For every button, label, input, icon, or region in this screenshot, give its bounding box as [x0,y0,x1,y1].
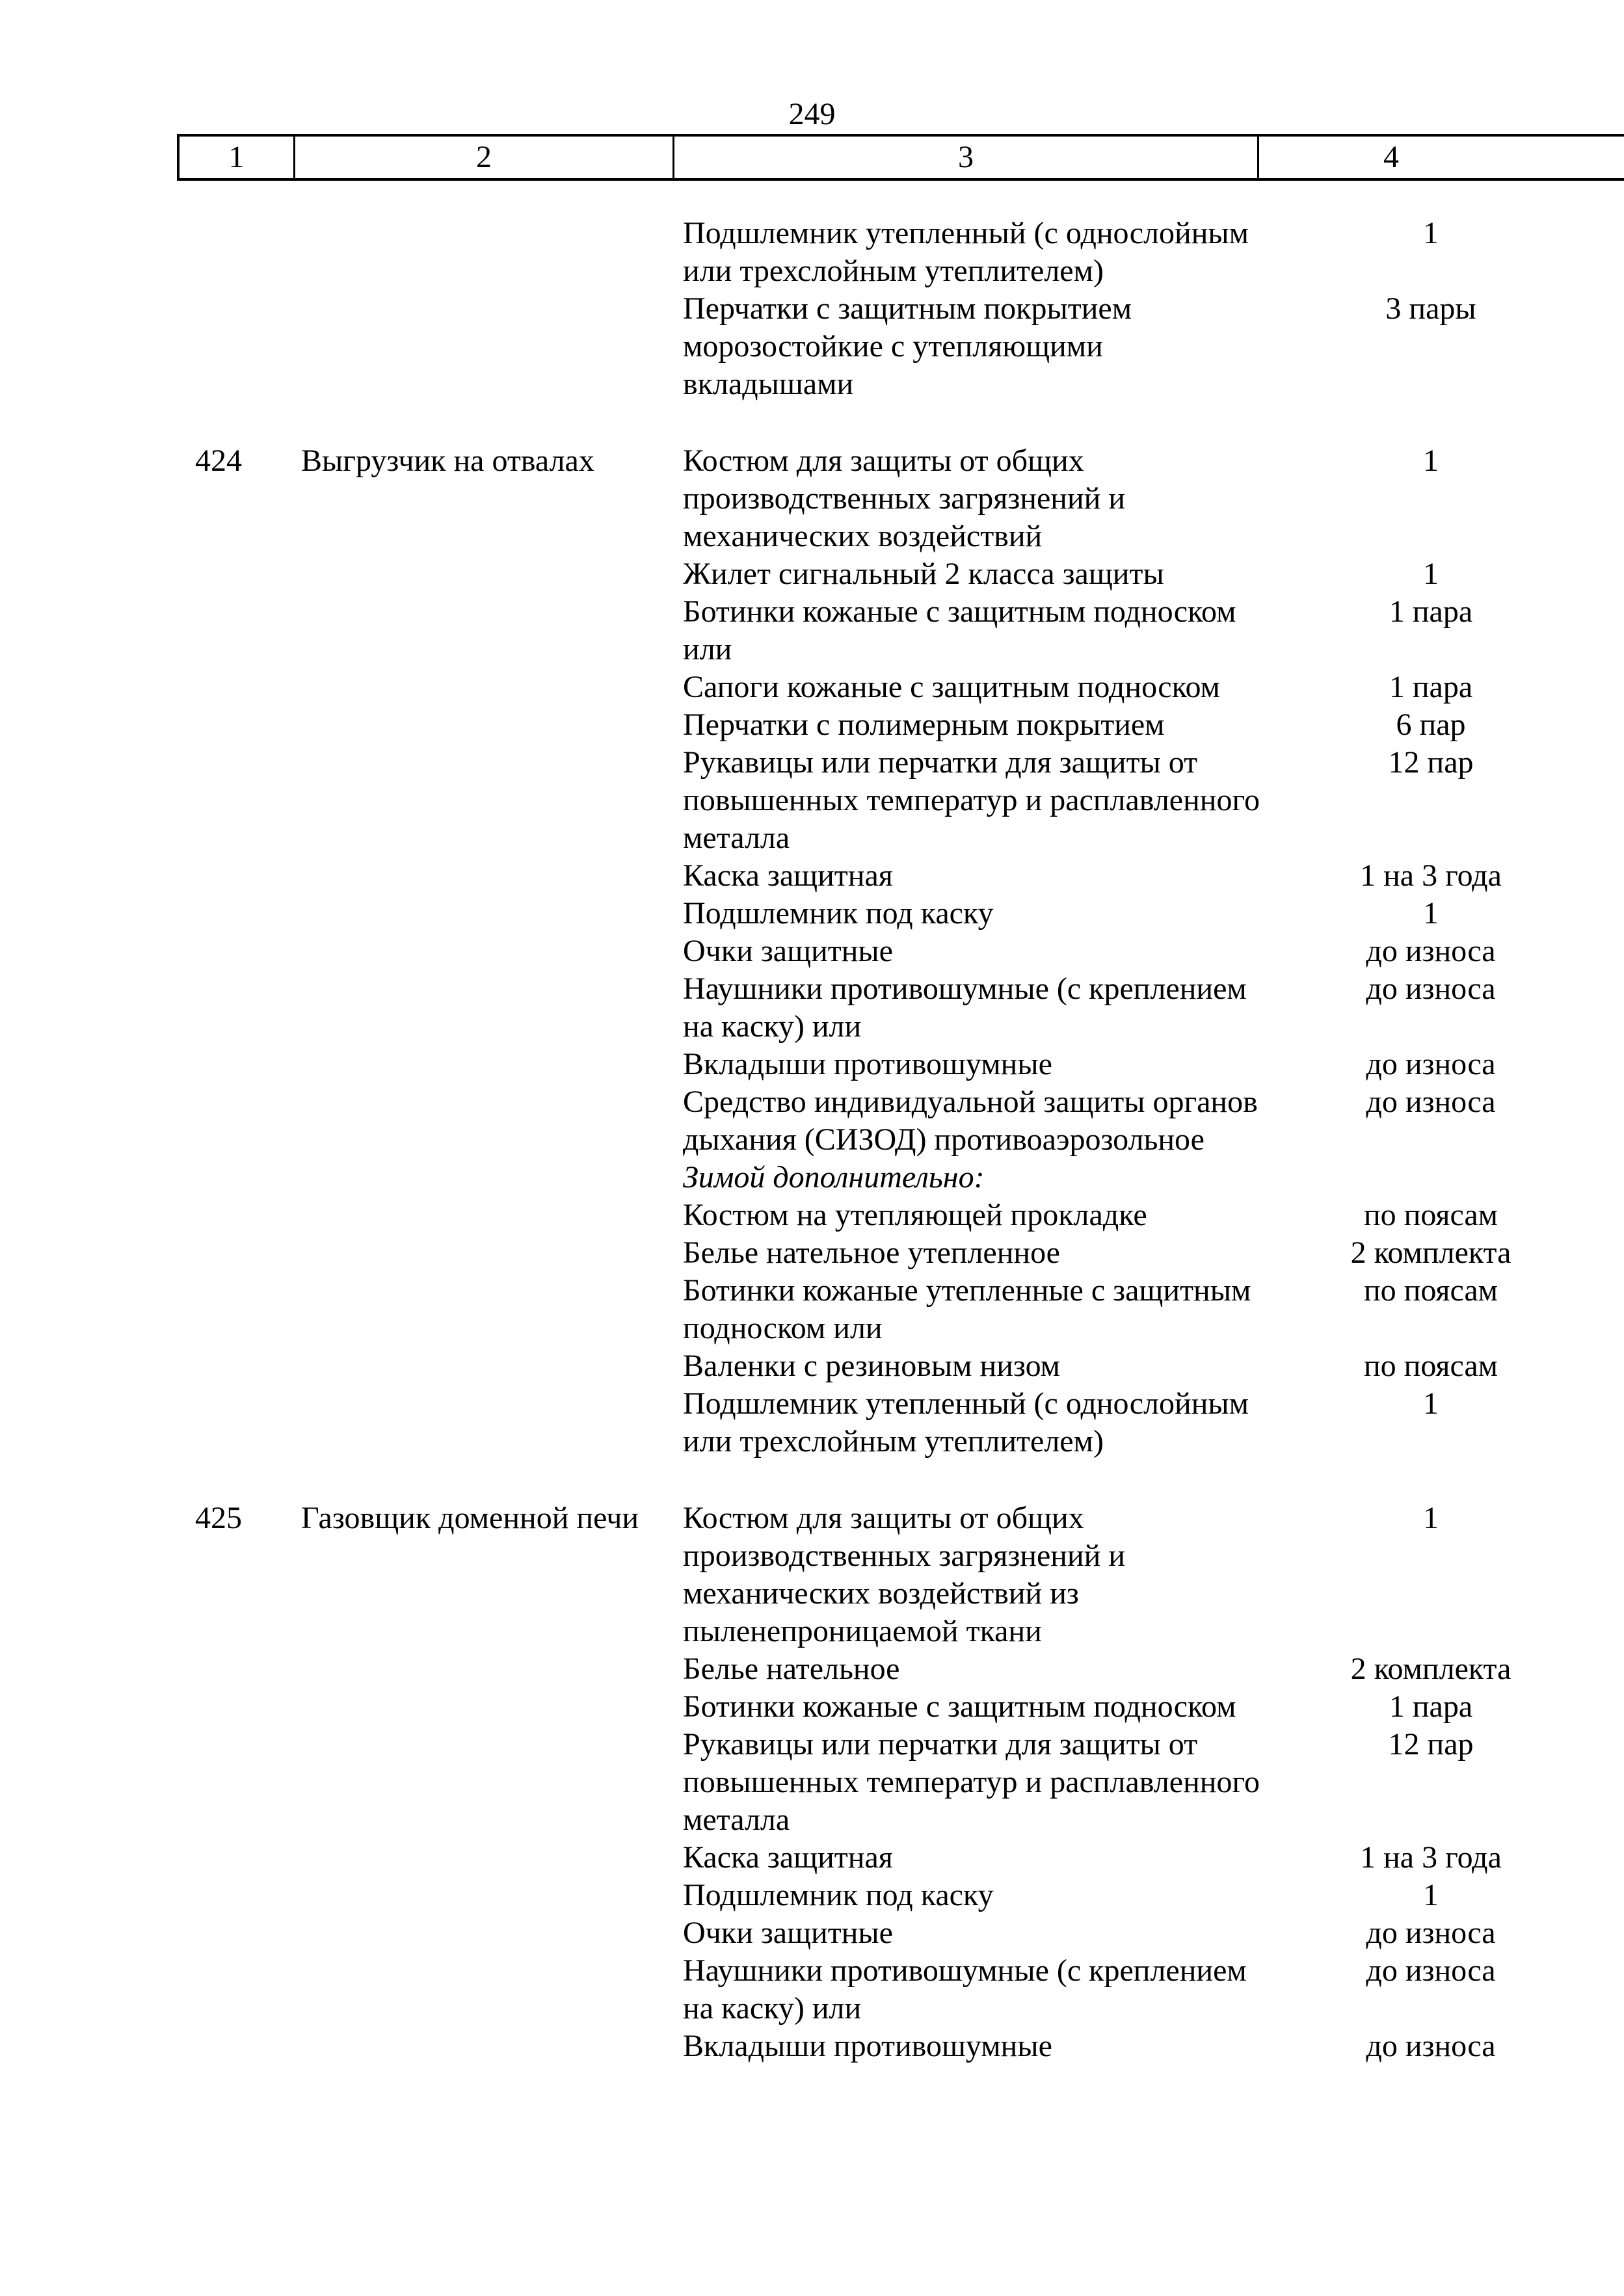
item-name: Вкладыши противошумные [683,2029,1052,2063]
table-row [0,1347,1624,1385]
table-row [0,2027,1624,2065]
table-row [0,1159,1624,1196]
table-row [0,1914,1624,1952]
table-row [0,932,1624,970]
item-quantity: до износа [1366,1953,1496,1988]
item-name: Наушники противошумные (с креплением на каску) или [683,971,1247,1044]
header-col-1: 1 [228,140,245,174]
profession-name: Газовщик доменной печи [301,1501,639,1535]
table-row [0,1952,1624,2027]
entry-number: 425 [195,1501,242,1535]
item-quantity: 1 [1423,896,1439,930]
table-row [0,744,1624,857]
item-name: Костюм для защиты от общих производственных загрязнений и механических воздействий из пыленепроницаемой ткани [683,1501,1126,1648]
profession-name: Выгрузчик на отвалах [301,443,594,478]
table-row [0,1234,1624,1272]
item-name: Белье нательное [683,1652,900,1686]
table-row [0,668,1624,706]
table-row [0,895,1624,932]
table-row [0,442,1624,555]
table-row [0,1272,1624,1347]
item-name: Рукавицы или перчатки для защиты от повышенных температур и расплавленного металла [683,745,1260,855]
item-name: Ботинки кожаные утепленные с защитным подноском или [683,1273,1251,1345]
item-name: Очки защитные [683,934,893,968]
item-name: Каска защитная [683,1840,893,1875]
table-row [0,555,1624,593]
item-name: Подшлемник под каску [683,1878,994,1912]
item-name: Средство индивидуальной защиты органов дыхания (СИЗОД) противоаэрозольное [683,1085,1258,1157]
table-row [0,970,1624,1046]
item-quantity: по поясам [1363,1198,1498,1232]
item-quantity: 2 комплекта [1350,1235,1511,1270]
item-quantity: 3 пары [1385,291,1476,326]
item-quantity: 6 пар [1396,707,1466,742]
item-quantity: 1 [1423,1386,1439,1421]
item-quantity: 1 пара [1389,594,1473,629]
winter-subheading: Зимой дополнительно: [683,1160,985,1194]
table-row [0,593,1624,668]
item-quantity: 1 на 3 года [1360,1840,1502,1875]
item-quantity: 1 на 3 года [1360,858,1502,893]
table-row [0,1726,1624,1839]
item-quantity: до износа [1366,2029,1496,2063]
item-quantity: 1 [1423,557,1439,591]
entry-number: 424 [195,443,242,478]
item-name: Подшлемник утепленный (с однослойным или трехслойным утеплителем) [683,216,1249,288]
table-row [0,1499,1624,1650]
item-name: Ботинки кожаные с защитным подноском или [683,594,1236,666]
item-quantity: 12 пар [1388,745,1474,780]
item-quantity: по поясам [1363,1349,1498,1383]
item-name: Перчатки с защитным покрытием морозостойкие с утепляющими вкладышами [683,291,1132,401]
item-quantity: до износа [1366,1916,1496,1950]
item-quantity: 1 [1423,1878,1439,1912]
item-name: Костюм для защиты от общих производственных загрязнений и механических воздействий [683,443,1126,553]
item-quantity: 1 [1423,216,1439,250]
table-row [0,290,1624,403]
table-row [0,1385,1624,1460]
item-name: Рукавицы или перчатки для защиты от повышенных температур и расплавленного металла [683,1727,1260,1837]
item-name: Ботинки кожаные с защитным подноском [683,1689,1236,1724]
item-quantity: 1 [1423,1501,1439,1535]
item-name: Валенки с резиновым низом [683,1349,1061,1383]
item-name: Очки защитные [683,1916,893,1950]
page-number: 249 [788,97,836,131]
table-body [0,215,1624,2065]
header-col-3: 3 [958,140,974,174]
table-row [0,857,1624,895]
item-name: Вкладыши противошумные [683,1047,1052,1081]
table-row [0,1877,1624,1914]
item-quantity: 1 пара [1389,1689,1473,1724]
table-row [0,1839,1624,1877]
item-name: Перчатки с полимерным покрытием [683,707,1165,742]
item-name: Белье нательное утепленное [683,1235,1060,1270]
item-quantity: до износа [1366,1085,1496,1119]
item-name: Подшлемник под каску [683,896,994,930]
item-quantity: 2 комплекта [1350,1652,1511,1686]
item-quantity: 1 [1423,443,1439,478]
item-name: Подшлемник утепленный (с однослойным или трехслойным утеплителем) [683,1386,1249,1458]
header-col-2: 2 [476,140,492,174]
item-name: Жилет сигнальный 2 класса защиты [683,557,1164,591]
item-name: Каска защитная [683,858,893,893]
header-col-4: 4 [1383,140,1399,174]
table-row [0,215,1624,290]
item-name: Наушники противошумные (с креплением на каску) или [683,1953,1247,2025]
table-row [0,1650,1624,1688]
item-quantity: 1 пара [1389,670,1473,704]
item-quantity: до износа [1366,1047,1496,1081]
item-quantity: по поясам [1363,1273,1498,1308]
item-name: Сапоги кожаные с защитным подноском [683,670,1220,704]
table-row [0,1046,1624,1083]
table-row [0,1688,1624,1726]
table-row [0,706,1624,744]
item-quantity: до износа [1366,934,1496,968]
item-name: Костюм на утепляющей прокладке [683,1198,1147,1232]
column-header-row [177,134,1624,181]
table-row [0,1196,1624,1234]
item-quantity: до износа [1366,971,1496,1006]
table-row [0,1083,1624,1159]
item-quantity: 12 пар [1388,1727,1474,1762]
